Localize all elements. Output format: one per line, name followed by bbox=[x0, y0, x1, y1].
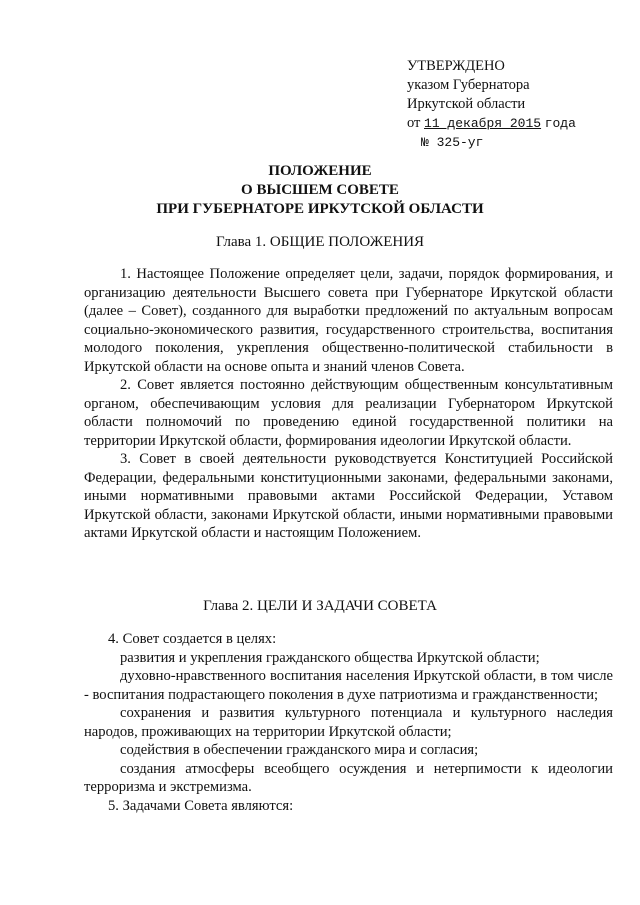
title-line-1: ПОЛОЖЕНИЕ bbox=[268, 163, 372, 179]
goal-item: развития и укрепления гражданского общества Иркутской области; bbox=[120, 649, 540, 666]
chapter-1-body bbox=[84, 265, 613, 543]
paragraph-3: 3. Совет в своей деятельности руководствуется Конституцией Российской Федерации, федеральными конституционными законами, федеральными законами, иными нормативными правовыми актами Российской Федерации, Уставом Иркутской области, законами Иркутской области, иными нормативными правовыми актами Иркутской области и настоящим Положением. bbox=[84, 451, 613, 541]
goal-item: создания атмосферы всеобщего осуждения и нетерпимости к идеологии терроризма и экстремизма. bbox=[84, 760, 613, 795]
approval-number bbox=[407, 133, 627, 152]
chapter-2-heading: Глава 2. ЦЕЛИ И ЗАДАЧИ СОВЕТА bbox=[203, 598, 437, 614]
approval-heading: УТВЕРЖДЕНО bbox=[407, 58, 505, 74]
approval-stamp bbox=[407, 57, 627, 152]
goal-item: содействия в обеспечении гражданского мира и согласия; bbox=[120, 742, 479, 758]
approval-region: Иркутской области bbox=[407, 96, 526, 112]
chapter-2-body bbox=[84, 630, 613, 815]
paragraph-2: 2. Совет является постоянно действующим общественным консультативным органом, обеспечивающим условия для реализации Губернатором Иркутской области полномочий по проведению единой государственной политики на территории Иркутской области, формирования идеологии Иркутской области. bbox=[84, 377, 613, 449]
goal-item: духовно-нравственного воспитания населения Иркутской области, в том числе - воспитания подрастающего поколения в духе патриотизма и гражданственности; bbox=[84, 668, 613, 703]
approval-date bbox=[407, 114, 627, 133]
title-line-2: О ВЫСШЕМ СОВЕТЕ bbox=[241, 182, 399, 198]
document-title bbox=[0, 162, 640, 219]
date-prefix: от bbox=[407, 115, 421, 131]
approval-decree: указом Губернатора bbox=[407, 77, 530, 93]
paragraph-5: 5. Задачами Совета являются: bbox=[108, 797, 294, 814]
title-line-3: ПРИ ГУБЕРНАТОРЕ ИРКУТСКОЙ ОБЛАСТИ bbox=[156, 201, 484, 217]
chapter-1-heading: Глава 1. ОБЩИЕ ПОЛОЖЕНИЯ bbox=[215, 234, 425, 250]
decree-number: № 325-уг bbox=[421, 135, 484, 150]
paragraph-4: 4. Совет создается в целях: bbox=[108, 631, 277, 647]
date-value: 11 декабря 2015 bbox=[424, 116, 542, 131]
paragraph-1: 1. Настоящее Положение определяет цели, задачи, порядок формирования, и организацию деятельности Высшего совета при Губернаторе Иркутской области (далее – Совет), созданного для выработки предложений по актуальным вопросам социально-экономического развития, государственного строительства, воспитания молодого поколения, укрепления общественно-политической стабильности в Иркутской области на основе опыта и знаний членов Совета. bbox=[84, 266, 613, 375]
goal-item: сохранения и развития культурного потенциала и культурного наследия народов, проживающих на территории Иркутской области; bbox=[84, 705, 613, 740]
date-suffix: года bbox=[544, 116, 576, 131]
